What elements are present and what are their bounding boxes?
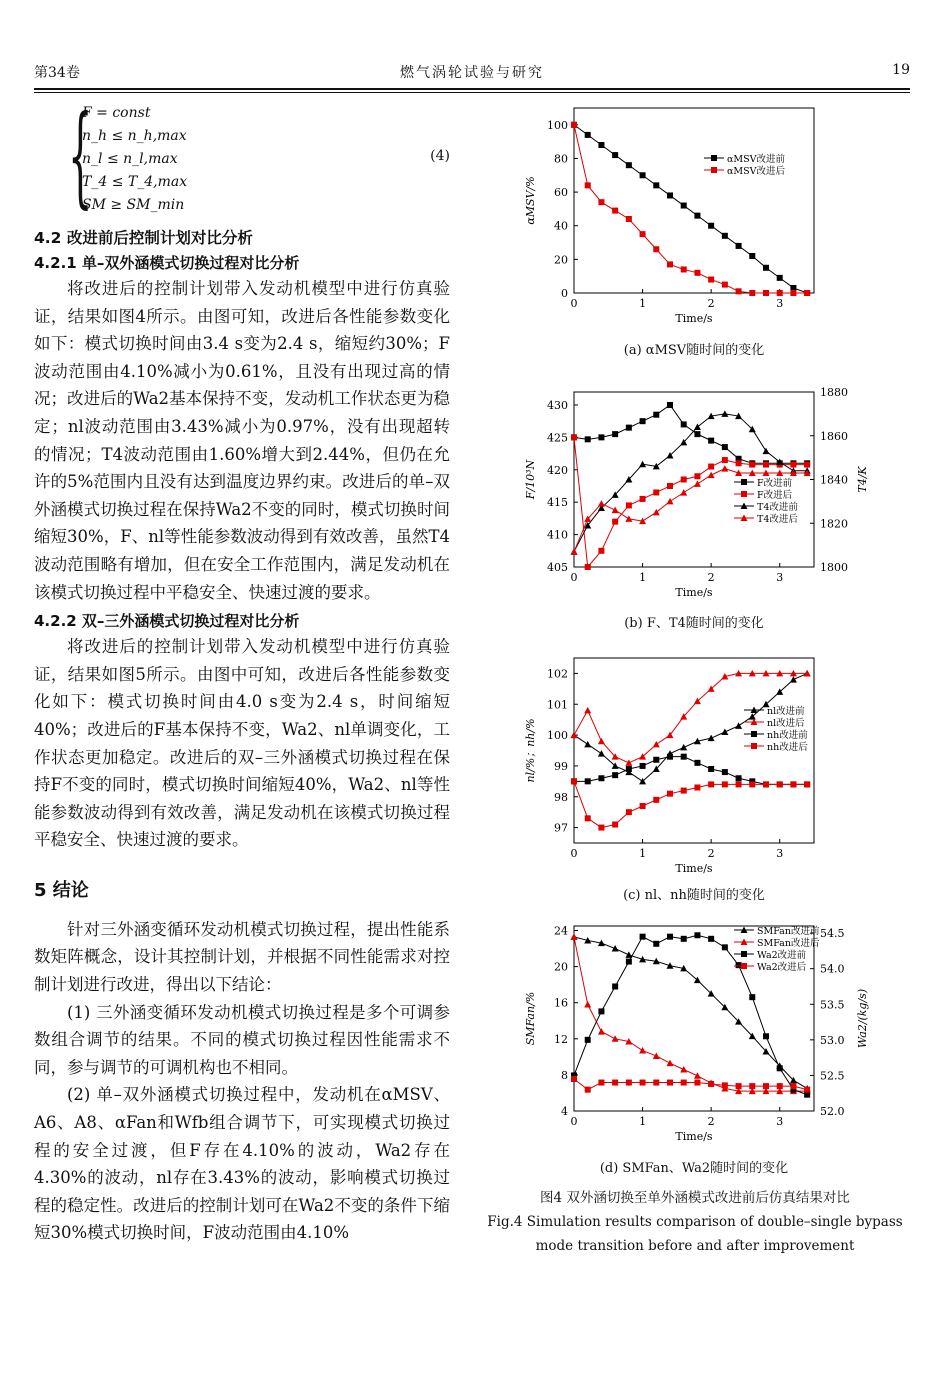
x-tick-label: 0 bbox=[570, 847, 578, 860]
data-point bbox=[612, 822, 618, 828]
data-point bbox=[598, 199, 604, 205]
y-right-axis-label: T4/K bbox=[856, 466, 869, 493]
x-tick-label: 1 bbox=[639, 297, 647, 310]
data-point bbox=[763, 1083, 769, 1089]
data-point bbox=[722, 1082, 728, 1088]
chart-d-surge-margin-airflow bbox=[494, 918, 894, 1155]
legend-marker bbox=[751, 731, 757, 737]
data-point bbox=[804, 462, 810, 468]
y-tick-label: 405 bbox=[547, 561, 568, 574]
data-point bbox=[639, 1047, 646, 1054]
y-right-tick-label: 54.5 bbox=[820, 927, 845, 941]
data-point bbox=[722, 233, 728, 239]
data-point bbox=[694, 473, 700, 479]
data-point bbox=[626, 502, 632, 508]
data-point bbox=[640, 803, 646, 809]
data-point bbox=[667, 192, 673, 198]
y-right-tick-label: 53.0 bbox=[820, 1033, 845, 1047]
data-point bbox=[653, 246, 659, 252]
chart-c-spool-speeds bbox=[494, 650, 894, 885]
y-tick-label: 430 bbox=[547, 398, 568, 412]
equation-line: T_4 ≤ T_4,max bbox=[82, 174, 188, 190]
data-point bbox=[598, 775, 604, 781]
data-point bbox=[626, 959, 632, 965]
data-point bbox=[571, 434, 577, 440]
data-point bbox=[736, 243, 742, 249]
data-point bbox=[653, 741, 660, 748]
data-point bbox=[763, 290, 769, 296]
data-point bbox=[804, 1087, 810, 1093]
data-point bbox=[640, 934, 646, 940]
equation-line: SM ≥ SM_min bbox=[82, 197, 185, 213]
data-point bbox=[639, 956, 646, 963]
data-point bbox=[777, 1065, 783, 1071]
data-point bbox=[667, 483, 673, 489]
y-axis-label: nl/%；nh/% bbox=[524, 718, 537, 783]
data-point bbox=[626, 216, 632, 222]
data-point bbox=[708, 1081, 714, 1087]
data-point bbox=[571, 122, 577, 128]
y-tick-label: 20 bbox=[554, 960, 568, 974]
caption-d: (d) SMFan、Wa2随时间的变化 bbox=[599, 1161, 789, 1176]
data-point bbox=[653, 182, 659, 188]
data-point bbox=[749, 462, 755, 468]
y-tick-label: 98 bbox=[554, 790, 568, 804]
data-point bbox=[653, 797, 659, 803]
data-point bbox=[708, 472, 715, 479]
data-point bbox=[598, 1028, 605, 1035]
data-point bbox=[736, 775, 742, 781]
data-point bbox=[790, 781, 796, 787]
x-tick-label: 3 bbox=[776, 571, 784, 584]
y-tick-label: 97 bbox=[554, 821, 568, 835]
y-tick-label: 60 bbox=[554, 186, 568, 200]
data-point bbox=[722, 457, 728, 463]
equation-brace: { bbox=[68, 91, 93, 219]
legend-label: Wa2改进前 bbox=[757, 950, 807, 961]
legend-marker bbox=[741, 491, 747, 497]
figure-caption-en-2: mode transition before and after improvement bbox=[535, 1238, 855, 1254]
data-point bbox=[598, 1008, 604, 1014]
legend-label: nh改进后 bbox=[767, 742, 808, 753]
data-point bbox=[763, 1033, 769, 1039]
data-point bbox=[708, 438, 714, 444]
y-right-tick-label: 54.0 bbox=[820, 962, 845, 976]
data-point bbox=[612, 945, 619, 952]
page-header bbox=[34, 62, 910, 86]
data-point bbox=[749, 1083, 755, 1089]
paragraph-conclusion-1: (1) 三外涵变循环发动机模式切换过程是多个可调参数组合调节的结果。不同的模式切换过程因性能需求不同，参与调节的可调机构也不相同。 bbox=[34, 1002, 450, 1077]
x-axis-label: Time/s bbox=[675, 312, 713, 325]
y-tick-label: 20 bbox=[554, 253, 568, 267]
data-point bbox=[736, 781, 742, 787]
legend-label: SMFan改进前 bbox=[757, 926, 820, 937]
data-point bbox=[584, 1001, 591, 1008]
x-axis-label: Time/s bbox=[675, 586, 713, 599]
x-tick-label: 1 bbox=[639, 1115, 647, 1128]
legend-marker bbox=[741, 963, 747, 969]
y-tick-label: 415 bbox=[547, 496, 568, 510]
data-point bbox=[763, 448, 770, 455]
y-tick-label: 99 bbox=[554, 759, 568, 773]
series-line bbox=[574, 1079, 807, 1090]
x-tick-label: 2 bbox=[707, 1115, 715, 1128]
y-tick-label: 102 bbox=[547, 667, 568, 681]
data-point bbox=[694, 270, 700, 276]
left-column bbox=[34, 91, 450, 1247]
legend-label: nl改进前 bbox=[767, 706, 805, 717]
x-tick-label: 1 bbox=[639, 847, 647, 860]
data-point bbox=[612, 983, 618, 989]
x-tick-label: 0 bbox=[570, 571, 578, 584]
subsection-heading-4-2-1: 4.2.1 单–双外涵模式切换过程对比分析 bbox=[34, 254, 300, 272]
y-right-tick-label: 1880 bbox=[820, 386, 848, 399]
data-point bbox=[681, 754, 687, 760]
legend-label: F改进后 bbox=[757, 490, 793, 501]
legend-label: nl改进后 bbox=[767, 718, 805, 729]
data-point bbox=[736, 962, 742, 968]
data-point bbox=[653, 1052, 660, 1059]
x-axis-label: Time/s bbox=[675, 862, 713, 875]
data-point bbox=[790, 290, 796, 296]
data-point bbox=[749, 781, 755, 787]
data-point bbox=[625, 759, 632, 766]
data-point bbox=[598, 1080, 604, 1086]
data-point bbox=[736, 460, 742, 466]
y-tick-label: 40 bbox=[554, 219, 568, 233]
data-point bbox=[626, 766, 632, 772]
legend-label: Wa2改进后 bbox=[757, 962, 807, 973]
data-point bbox=[694, 932, 700, 938]
data-point bbox=[667, 261, 673, 267]
paragraph-4-2-1: 将改进后的控制计划带入发动机模型中进行仿真验证，结果如图4所示。由图可知，改进后各性能参数变化如下：模式切换时间由3.4 s变为2.4 s，缩短约30%；F波动范围由4.10%减小为0.61%，且没有出现过高的情况；改进后的Wa2基本保持不变，发动机工作状态更为稳定；nl波动范围由3.43%减小为0.97%，没有出现超转的情况；T4波动范围由1.60%增大到2.44%，但仍在允许的5%范围内且没有达到温度边界约束。改进后的单–双外涵模式切换过程在保持Wa2不变的同时，模式切换时间缩短30%，F、nl等性能参数波动得到有效改善，虽然T4波动范围略有增加，但在安全工作范围内，满足发动机在该模式切换过程中平稳安全、快速过渡的要求。 bbox=[34, 279, 450, 602]
legend-label: αMSV改进前 bbox=[727, 154, 786, 165]
data-point bbox=[777, 781, 783, 787]
legend-marker bbox=[711, 155, 717, 161]
data-point bbox=[640, 172, 646, 178]
x-tick-label: 3 bbox=[776, 297, 784, 310]
data-point bbox=[626, 425, 632, 431]
section-heading-5: 5 结论 bbox=[34, 879, 89, 901]
data-point bbox=[612, 507, 619, 514]
journal-title: 燃气涡轮试验与研究 bbox=[400, 65, 544, 81]
data-point bbox=[777, 1083, 783, 1089]
chart-b-thrust-temperature bbox=[494, 372, 894, 612]
header-rule-thin bbox=[34, 92, 910, 93]
data-point bbox=[681, 936, 687, 942]
volume-label: 第34卷 bbox=[34, 65, 80, 81]
data-point bbox=[694, 1080, 700, 1086]
y-right-tick-label: 52.0 bbox=[820, 1105, 845, 1118]
figure-caption-en-1: Fig.4 Simulation results comparison of double–single bypass bbox=[487, 1214, 903, 1230]
y-tick-label: 8 bbox=[561, 1068, 568, 1082]
paragraph-conclusion-intro: 针对三外涵变循环发动机模式切换过程，提出性能系数矩阵概念，设计其控制计划，并根据不同性能需求对控制计划进行改进，得出以下结论： bbox=[34, 919, 450, 995]
data-point bbox=[640, 496, 646, 502]
legend-label: T4改进后 bbox=[757, 514, 798, 525]
data-point bbox=[585, 182, 591, 188]
data-point bbox=[667, 962, 674, 969]
caption-a: (a) αMSV随时间的变化 bbox=[623, 343, 765, 358]
data-point bbox=[667, 402, 673, 408]
y-tick-label: 0 bbox=[561, 287, 568, 300]
data-point bbox=[694, 785, 700, 791]
data-point bbox=[585, 1037, 591, 1043]
data-point bbox=[653, 757, 659, 763]
legend-label: αMSV改进后 bbox=[727, 166, 786, 177]
data-point bbox=[749, 290, 755, 296]
data-point bbox=[667, 1080, 673, 1086]
data-point bbox=[680, 1066, 687, 1073]
data-point bbox=[804, 781, 810, 787]
y-axis-label: αMSV/% bbox=[524, 176, 537, 225]
data-point bbox=[722, 282, 728, 288]
data-point bbox=[736, 288, 742, 294]
data-point bbox=[736, 1083, 742, 1089]
y-axis-label: SMFan/% bbox=[524, 991, 537, 1046]
data-point bbox=[708, 223, 714, 229]
data-point bbox=[763, 265, 769, 271]
y-tick-label: 420 bbox=[547, 463, 568, 477]
data-point bbox=[598, 548, 604, 554]
data-point bbox=[749, 994, 755, 1000]
data-point bbox=[708, 464, 714, 470]
data-point bbox=[571, 548, 578, 555]
data-point bbox=[571, 933, 578, 940]
page-number: 19 bbox=[892, 62, 910, 78]
y-right-tick-label: 1860 bbox=[820, 429, 848, 443]
data-point bbox=[598, 825, 604, 831]
subsection-heading-4-2-2: 4.2.2 双–三外涵模式切换过程对比分析 bbox=[34, 612, 300, 631]
equation-4 bbox=[68, 91, 450, 219]
data-point bbox=[585, 1087, 591, 1093]
y-right-axis-label: Wa2/(kg/s) bbox=[856, 988, 869, 1049]
legend-label: F改进前 bbox=[757, 478, 793, 489]
data-point bbox=[640, 1080, 646, 1086]
data-point bbox=[585, 778, 591, 784]
y-tick-label: 410 bbox=[547, 528, 568, 542]
data-point bbox=[598, 738, 605, 745]
legend-label: T4改进前 bbox=[757, 502, 798, 513]
y-right-tick-label: 1840 bbox=[820, 473, 848, 487]
data-point bbox=[777, 275, 783, 281]
data-point bbox=[721, 729, 728, 736]
data-point bbox=[694, 431, 700, 437]
data-point bbox=[681, 203, 687, 209]
data-point bbox=[625, 515, 632, 522]
data-point bbox=[653, 489, 659, 495]
equation-lines bbox=[82, 102, 187, 217]
data-point bbox=[708, 936, 714, 942]
x-tick-label: 2 bbox=[707, 297, 715, 310]
data-point bbox=[804, 290, 810, 296]
caption-c: (c) nl、nh随时间的变化 bbox=[623, 888, 765, 903]
y-axis-label: F/10³N bbox=[524, 459, 537, 500]
data-point bbox=[681, 266, 687, 272]
data-point bbox=[667, 754, 673, 760]
data-point bbox=[585, 132, 591, 138]
data-point bbox=[721, 465, 728, 472]
data-point bbox=[626, 809, 632, 815]
series-line bbox=[574, 125, 807, 293]
chart-a-alpha-msv bbox=[494, 100, 894, 330]
section-heading-4-2: 4.2 改进前后控制计划对比分析 bbox=[34, 229, 253, 247]
legend-label: nh改进前 bbox=[767, 730, 808, 741]
data-point bbox=[777, 290, 783, 296]
legend-marker bbox=[741, 479, 747, 485]
data-point bbox=[612, 431, 618, 437]
paragraph-4-2-2: 将改进后的控制计划带入发动机模型中进行仿真验证，结果如图5所示。由图中可知，改进后各性能参数变化如下：模式切换时间由4.0 s变为2.4 s，时间缩短40%；改进后的F基本保持不变，Wa2、nl单调变化，工作状态更加稳定。改进后的双–三外涵模式切换过程在保持F不变的同时，模式切换时间缩短40%，Wa2、nl等性能参数波动得到有效改善，满足发动机在该模式切换过程平稳安全、快速过渡的要求。 bbox=[34, 637, 450, 850]
legend-label: SMFan改进后 bbox=[757, 938, 820, 949]
x-tick-label: 3 bbox=[776, 1115, 784, 1128]
data-point bbox=[653, 941, 659, 947]
plot-frame bbox=[574, 108, 814, 293]
data-point bbox=[694, 480, 701, 487]
y-right-tick-label: 53.5 bbox=[820, 998, 845, 1012]
data-point bbox=[653, 412, 659, 418]
data-point bbox=[763, 462, 769, 468]
data-point bbox=[694, 760, 700, 766]
y-right-tick-label: 1800 bbox=[820, 561, 848, 574]
data-point bbox=[598, 500, 605, 507]
data-point bbox=[681, 477, 687, 483]
y-tick-label: 24 bbox=[554, 924, 568, 938]
y-right-tick-label: 1820 bbox=[820, 517, 848, 531]
data-point bbox=[708, 735, 715, 742]
data-point bbox=[667, 498, 674, 505]
data-point bbox=[721, 410, 728, 417]
data-point bbox=[585, 436, 591, 442]
data-point bbox=[612, 1080, 618, 1086]
equation-line: n_l ≤ n_l,max bbox=[82, 151, 178, 167]
data-point bbox=[640, 418, 646, 424]
x-tick-label: 1 bbox=[639, 571, 647, 584]
data-point bbox=[681, 788, 687, 794]
data-point bbox=[626, 162, 632, 168]
data-point bbox=[640, 231, 646, 237]
y-tick-label: 4 bbox=[561, 1105, 568, 1118]
y-right-tick-label: 52.5 bbox=[820, 1069, 845, 1083]
equation-line: n_h ≤ n_h,max bbox=[82, 128, 187, 144]
x-tick-label: 3 bbox=[776, 847, 784, 860]
data-point bbox=[584, 741, 591, 748]
data-point bbox=[722, 769, 728, 775]
data-point bbox=[680, 489, 687, 496]
data-point bbox=[571, 778, 577, 784]
legend-marker bbox=[711, 167, 717, 173]
data-point bbox=[612, 772, 618, 778]
y-tick-label: 101 bbox=[547, 698, 568, 712]
data-point bbox=[790, 676, 797, 683]
data-point bbox=[722, 781, 728, 787]
y-tick-label: 425 bbox=[547, 431, 568, 445]
data-point bbox=[612, 1035, 619, 1042]
data-point bbox=[790, 462, 796, 468]
series-line bbox=[574, 781, 807, 827]
x-axis-label: Time/s bbox=[675, 1130, 713, 1143]
data-point bbox=[749, 253, 755, 259]
equation-line: F = const bbox=[82, 105, 151, 121]
data-point bbox=[612, 519, 618, 525]
data-point bbox=[612, 208, 618, 214]
y-tick-label: 100 bbox=[547, 118, 568, 132]
data-point bbox=[640, 763, 646, 769]
data-point bbox=[598, 434, 604, 440]
x-tick-label: 2 bbox=[707, 571, 715, 584]
x-tick-label: 2 bbox=[707, 847, 715, 860]
y-tick-label: 12 bbox=[554, 1032, 568, 1046]
data-point bbox=[694, 213, 700, 219]
legend-marker bbox=[741, 951, 747, 957]
data-point bbox=[680, 744, 687, 751]
figure-caption-cn: 图4 双外涵切换至单外涵模式改进前后仿真结果对比 bbox=[540, 1190, 850, 1206]
data-point bbox=[708, 277, 714, 283]
x-tick-label: 0 bbox=[570, 1115, 578, 1128]
data-point bbox=[708, 766, 714, 772]
data-point bbox=[681, 1080, 687, 1086]
data-point bbox=[722, 444, 728, 450]
paragraph-conclusion-2: (2) 单–双外涵模式切换过程中，发动机在αMSV、A6、A8、αFan和Wfb组合调节下，可实现模式切换过程的安全过渡，但F存在4.10%的波动，Wa2存在4.30%的波动，nl存在3.43%的波动，影响模式切换过程的稳定性。改进后的控制计划可在Wa2不变的条件下缩短30%模式切换时间，F波动范围由4.10% bbox=[34, 1085, 450, 1243]
data-point bbox=[585, 815, 591, 821]
legend-marker bbox=[751, 743, 757, 749]
data-point bbox=[598, 142, 604, 148]
caption-b: (b) F、T4随时间的变化 bbox=[624, 616, 764, 631]
data-point bbox=[667, 1060, 674, 1067]
data-point bbox=[681, 421, 687, 427]
equation-number: (4) bbox=[430, 148, 450, 164]
data-point bbox=[708, 781, 714, 787]
x-tick-label: 0 bbox=[570, 297, 578, 310]
data-point bbox=[735, 722, 742, 729]
data-point bbox=[612, 152, 618, 158]
y-tick-label: 16 bbox=[554, 996, 568, 1010]
data-point bbox=[626, 1080, 632, 1086]
data-point bbox=[694, 1072, 701, 1079]
y-tick-label: 80 bbox=[554, 152, 568, 166]
data-point bbox=[584, 707, 591, 714]
data-point bbox=[598, 750, 605, 757]
data-point bbox=[790, 1083, 796, 1089]
data-point bbox=[667, 791, 673, 797]
data-point bbox=[639, 461, 646, 468]
data-point bbox=[653, 1080, 659, 1086]
data-point bbox=[571, 1076, 577, 1082]
data-point bbox=[667, 934, 673, 940]
y-tick-label: 100 bbox=[547, 729, 568, 743]
header-rule bbox=[34, 88, 910, 90]
data-point bbox=[763, 781, 769, 787]
data-point bbox=[585, 564, 591, 570]
data-point bbox=[722, 944, 728, 950]
